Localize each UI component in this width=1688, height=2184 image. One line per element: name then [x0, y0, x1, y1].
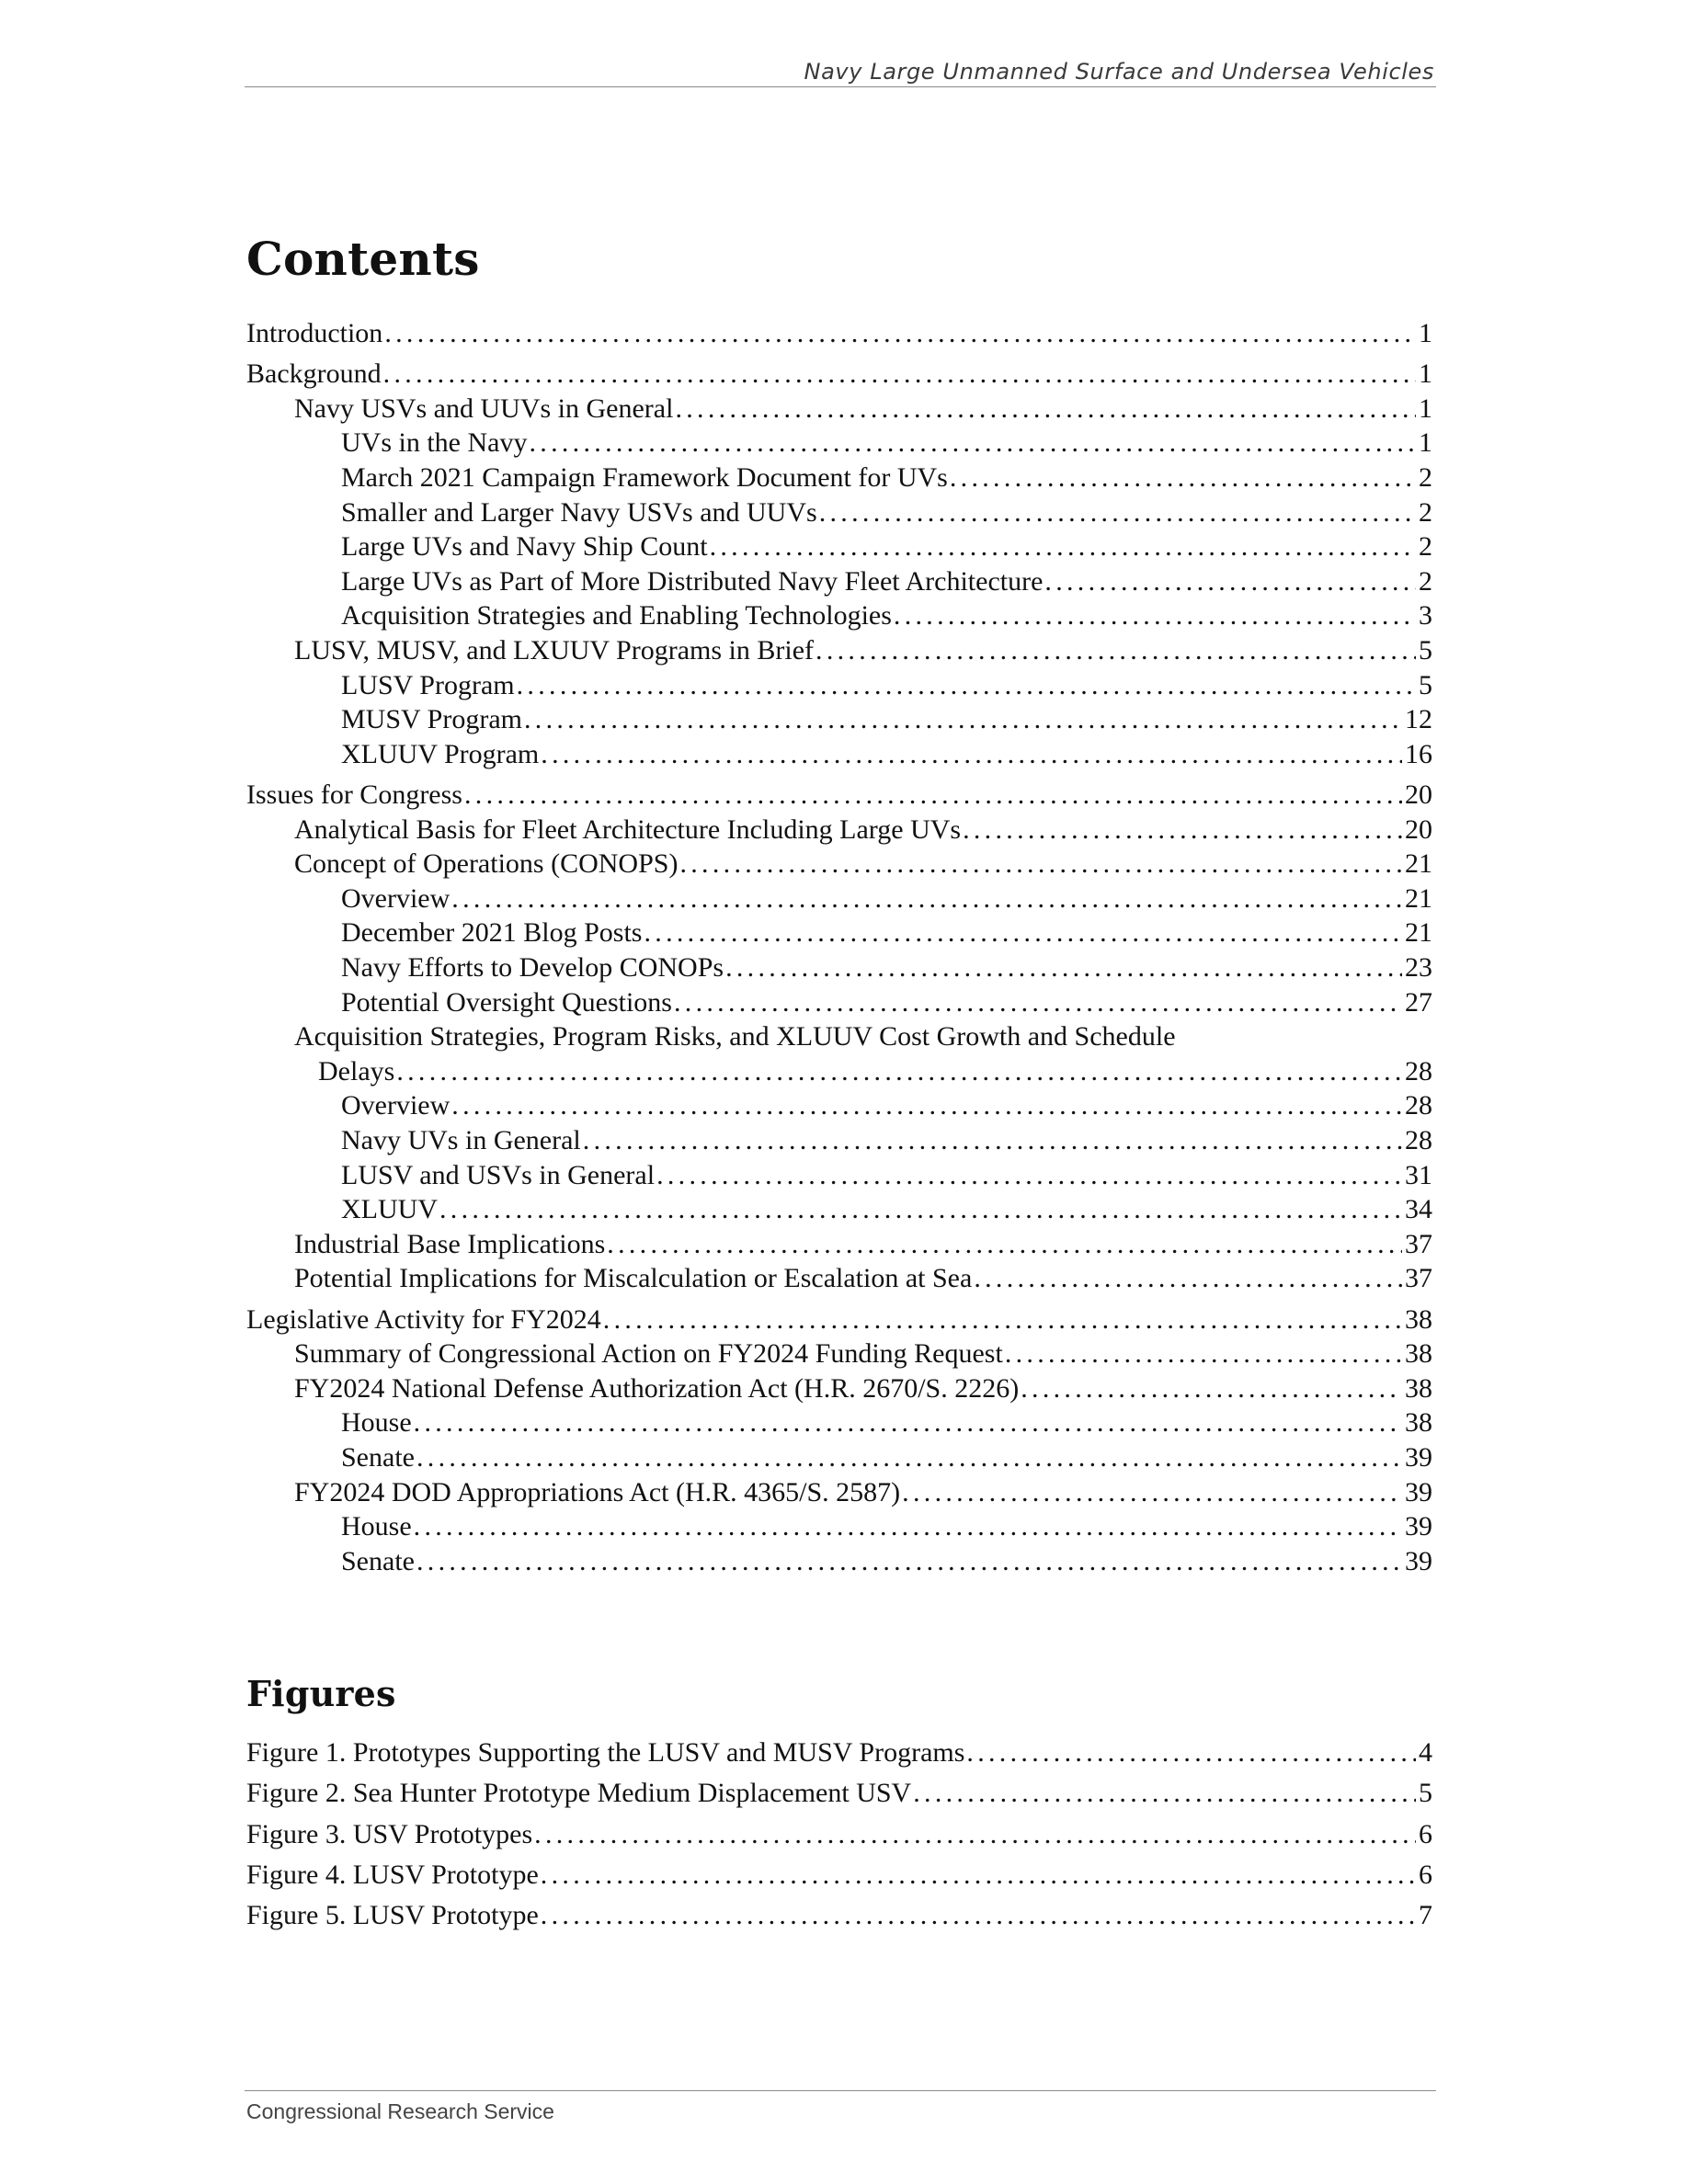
toc-entry-legislative-activity[interactable] [246, 1302, 1432, 1337]
toc-dot-leader [1005, 1337, 1402, 1371]
toc-dot-leader [603, 1302, 1402, 1337]
toc-page-number: 3 [1419, 600, 1432, 631]
toc-page-number: 20 [1405, 779, 1432, 811]
toc-dot-leader [950, 461, 1416, 495]
toc-page-number: 12 [1405, 704, 1432, 735]
toc-entry-title: Navy USVs and UUVs in General [294, 392, 674, 424]
toc-dot-leader [963, 813, 1402, 847]
toc-entry-title: MUSV Program [341, 704, 522, 735]
toc-page-number: 38 [1405, 1303, 1432, 1335]
toc-entry-programs-in-brief[interactable] [246, 633, 1432, 668]
figure-page-number: 5 [1419, 1778, 1432, 1809]
toc-entry-navy-usvs-uuvs-general[interactable] [246, 392, 1432, 427]
toc-page-number: 5 [1419, 669, 1432, 700]
toc-entry-title: Analytical Basis for Fleet Architecture Including Large UVs [294, 813, 962, 845]
toc-page-number: 28 [1405, 1055, 1432, 1086]
header-rule [245, 86, 1436, 87]
toc-entry-title: Introduction [246, 318, 383, 348]
toc-entry-title: UVs in the Navy [341, 427, 528, 459]
toc-entry-title: Issues for Congress [246, 779, 462, 811]
toc-entry-title-continued: Delays [318, 1055, 395, 1086]
toc-entry-title: Acquisition Strategies and Enabling Technologies [341, 600, 892, 631]
figure-entry-title: Figure 4. LUSV Prototype [246, 1859, 539, 1890]
contents-list [246, 316, 1432, 1578]
figure-entry-title: Figure 3. USV Prototypes [246, 1818, 533, 1849]
figure-page-number: 6 [1419, 1859, 1432, 1890]
toc-entry-uvs-in-navy[interactable] [246, 426, 1432, 461]
footer-rule [245, 2090, 1436, 2091]
toc-entry-title: Large UVs as Part of More Distributed Navy Fleet Architecture [341, 565, 1044, 597]
toc-entry-appropriations-house[interactable] [246, 1509, 1432, 1544]
toc-dot-leader [524, 702, 1402, 737]
toc-dot-leader [913, 1776, 1416, 1811]
toc-page-number: 38 [1405, 1338, 1432, 1370]
toc-entry-title: Large UVs and Navy Ship Count [341, 531, 708, 563]
toc-page-number: 34 [1405, 1194, 1432, 1225]
toc-page-number: 28 [1405, 1125, 1432, 1156]
toc-page-number: 2 [1419, 462, 1432, 494]
figure-entry-1[interactable] [246, 1735, 1432, 1770]
figure-page-number: 6 [1419, 1818, 1432, 1849]
figure-page-number: 7 [1419, 1900, 1432, 1931]
toc-dot-leader [517, 668, 1416, 703]
toc-dot-leader [1021, 1371, 1402, 1406]
toc-page-number: 23 [1405, 952, 1432, 984]
toc-entry-acquisition-risks[interactable] [246, 1019, 1432, 1054]
toc-entry-distributed-fleet[interactable] [246, 564, 1432, 599]
toc-dot-leader [541, 1898, 1416, 1933]
figures-list [246, 1735, 1432, 1933]
toc-entry-title: Concept of Operations (CONOPS) [294, 848, 679, 880]
toc-entry-title: Acquisition Strategies, Program Risks, and XLUUV Cost Growth and Schedule [294, 1021, 1176, 1052]
toc-dot-leader [439, 1192, 1402, 1227]
toc-entry-title: Legislative Activity for FY2024 [246, 1303, 601, 1335]
toc-entry-title: House [341, 1511, 412, 1542]
toc-dot-leader [451, 1088, 1402, 1123]
figures-heading: Figures [246, 1673, 396, 1714]
toc-page-number: 38 [1405, 1407, 1432, 1439]
toc-dot-leader [710, 529, 1416, 564]
figure-entry-title: Figure 5. LUSV Prototype [246, 1900, 539, 1931]
toc-entry-acq-overview[interactable] [246, 1088, 1432, 1123]
toc-entry-march-2021-framework[interactable] [246, 461, 1432, 495]
toc-entry-title: LUSV and USVs in General [341, 1159, 656, 1190]
toc-dot-leader [416, 1440, 1402, 1475]
toc-dot-leader [529, 426, 1416, 461]
toc-entry-background[interactable] [246, 357, 1432, 392]
toc-dot-leader [541, 737, 1402, 772]
toc-page-number: 21 [1405, 882, 1432, 914]
toc-dot-leader [656, 1158, 1402, 1193]
toc-entry-acquisition-risks-continued[interactable] [246, 1054, 1432, 1089]
toc-dot-leader [902, 1475, 1402, 1510]
toc-page-number: 28 [1405, 1090, 1432, 1121]
toc-entry-ndaa-house[interactable] [246, 1405, 1432, 1440]
toc-entry-title: December 2021 Blog Posts [341, 917, 643, 949]
toc-entry-title: LUSV Program [341, 669, 515, 700]
toc-page-number: 1 [1419, 427, 1432, 459]
toc-page-number: 37 [1405, 1263, 1432, 1294]
toc-page-number: 1 [1419, 358, 1432, 390]
toc-entry-title: March 2021 Campaign Framework Document for UVs [341, 462, 948, 494]
toc-entry-title: Navy UVs in General [341, 1125, 581, 1156]
toc-entry-introduction[interactable] [246, 316, 1432, 351]
running-header: Navy Large Unmanned Surface and Undersea Vehicles [804, 59, 1434, 85]
toc-dot-leader [725, 950, 1402, 985]
figure-entry-2[interactable] [246, 1776, 1432, 1811]
toc-entry-title: LUSV, MUSV, and LXUUV Programs in Brief [294, 635, 815, 666]
toc-entry-ndaa[interactable] [246, 1371, 1432, 1406]
toc-entry-title: Senate [341, 1545, 415, 1576]
toc-entry-title: Overview [341, 882, 451, 914]
toc-page-number: 39 [1405, 1476, 1432, 1507]
toc-entry-title: Potential Implications for Miscalculation or Escalation at Sea [294, 1263, 973, 1294]
toc-entry-title: FY2024 National Defense Authorization Act (H.R. 2670/S. 2226) [294, 1372, 1020, 1404]
toc-entry-title: FY2024 DOD Appropriations Act (H.R. 4365/S. 2587) [294, 1476, 901, 1507]
toc-dot-leader [966, 1735, 1416, 1770]
toc-dot-leader [384, 316, 1416, 351]
toc-entry-conops-overview[interactable] [246, 882, 1432, 916]
toc-page-number: 1 [1419, 318, 1432, 348]
toc-page-number: 16 [1405, 738, 1432, 769]
toc-dot-leader [414, 1509, 1402, 1544]
toc-entry-title: Overview [341, 1090, 451, 1121]
toc-dot-leader [534, 1817, 1416, 1852]
toc-entry-title: XLUUV [341, 1194, 438, 1225]
figure-entry-title: Figure 2. Sea Hunter Prototype Medium Displacement USV [246, 1778, 912, 1809]
toc-entry-miscalculation[interactable] [246, 1261, 1432, 1296]
toc-page-number: 37 [1405, 1228, 1432, 1259]
toc-entry-title: Background [246, 358, 382, 390]
toc-page-number: 39 [1405, 1442, 1432, 1473]
figure-entry-5[interactable] [246, 1898, 1432, 1933]
toc-entry-smaller-larger-usvs[interactable] [246, 495, 1432, 530]
toc-page-number: 2 [1419, 565, 1432, 597]
toc-entry-title: Senate [341, 1442, 415, 1473]
toc-dot-leader [396, 1054, 1402, 1089]
toc-dot-leader [416, 1544, 1402, 1579]
toc-dot-leader [815, 633, 1416, 668]
figure-entry-3[interactable] [246, 1817, 1432, 1852]
toc-dot-leader [974, 1261, 1402, 1296]
toc-page-number: 1 [1419, 392, 1432, 424]
toc-entry-navy-uvs-general[interactable] [246, 1123, 1432, 1158]
footer-publisher: Congressional Research Service [246, 2099, 554, 2123]
toc-dot-leader [679, 847, 1402, 882]
figure-entry-4[interactable] [246, 1858, 1432, 1893]
toc-entry-title: Industrial Base Implications [294, 1228, 606, 1259]
toc-dot-leader [819, 495, 1416, 530]
toc-page-number: 27 [1405, 986, 1432, 1018]
toc-page-number: 39 [1405, 1545, 1432, 1576]
toc-entry-title: Smaller and Larger Navy USVs and UUVs [341, 496, 817, 528]
contents-heading: Contents [246, 232, 480, 286]
toc-page-number: 20 [1405, 813, 1432, 845]
toc-entry-issues-for-congress[interactable] [246, 778, 1432, 813]
toc-dot-leader [674, 985, 1402, 1020]
toc-dot-leader [607, 1227, 1402, 1262]
toc-page-number: 38 [1405, 1372, 1432, 1404]
toc-entry-title: Summary of Congressional Action on FY2024 Funding Request [294, 1338, 1003, 1370]
toc-page-number: 39 [1405, 1511, 1432, 1542]
toc-entry-appropriations[interactable] [246, 1475, 1432, 1510]
toc-dot-leader [644, 916, 1402, 950]
toc-entry-summary-congressional-action[interactable] [246, 1337, 1432, 1371]
toc-dot-leader [1044, 564, 1416, 599]
toc-page-number: 31 [1405, 1159, 1432, 1190]
toc-entry-blog-posts[interactable] [246, 916, 1432, 950]
toc-page-number: 21 [1405, 848, 1432, 880]
toc-dot-leader [541, 1858, 1416, 1893]
toc-entry-oversight-questions[interactable] [246, 985, 1432, 1020]
toc-entry-xluuv-program[interactable] [246, 737, 1432, 772]
toc-dot-leader [383, 357, 1416, 392]
toc-dot-leader [464, 778, 1402, 813]
toc-entry-title: Navy Efforts to Develop CONOPs [341, 952, 724, 984]
toc-page-number: 5 [1419, 635, 1432, 666]
toc-dot-leader [414, 1405, 1402, 1440]
toc-entry-analytical-basis[interactable] [246, 813, 1432, 847]
toc-dot-leader [675, 392, 1416, 427]
toc-entry-lusv-program[interactable] [246, 668, 1432, 703]
toc-dot-leader [451, 882, 1402, 916]
toc-entry-industrial-base[interactable] [246, 1227, 1432, 1262]
toc-entry-large-uvs-ship-count[interactable] [246, 529, 1432, 564]
toc-entry-ndaa-senate[interactable] [246, 1440, 1432, 1475]
toc-dot-leader [894, 598, 1416, 633]
toc-entry-navy-efforts-conops[interactable] [246, 950, 1432, 985]
toc-entry-appropriations-senate[interactable] [246, 1544, 1432, 1579]
figure-page-number: 4 [1419, 1737, 1432, 1768]
toc-entry-lusv-usvs-general[interactable] [246, 1158, 1432, 1193]
toc-entry-acquisition-enabling[interactable] [246, 598, 1432, 633]
toc-entry-title: House [341, 1407, 412, 1439]
toc-page-number: 21 [1405, 917, 1432, 949]
toc-dot-leader [583, 1123, 1402, 1158]
toc-entry-conops[interactable] [246, 847, 1432, 882]
toc-entry-title: Potential Oversight Questions [341, 986, 672, 1018]
figure-entry-title: Figure 1. Prototypes Supporting the LUSV and MUSV Programs [246, 1737, 965, 1768]
toc-page-number: 2 [1419, 496, 1432, 528]
toc-entry-xluuv[interactable] [246, 1192, 1432, 1227]
toc-entry-musv-program[interactable] [246, 702, 1432, 737]
toc-entry-title: XLUUV Program [341, 738, 540, 769]
toc-page-number: 2 [1419, 531, 1432, 563]
